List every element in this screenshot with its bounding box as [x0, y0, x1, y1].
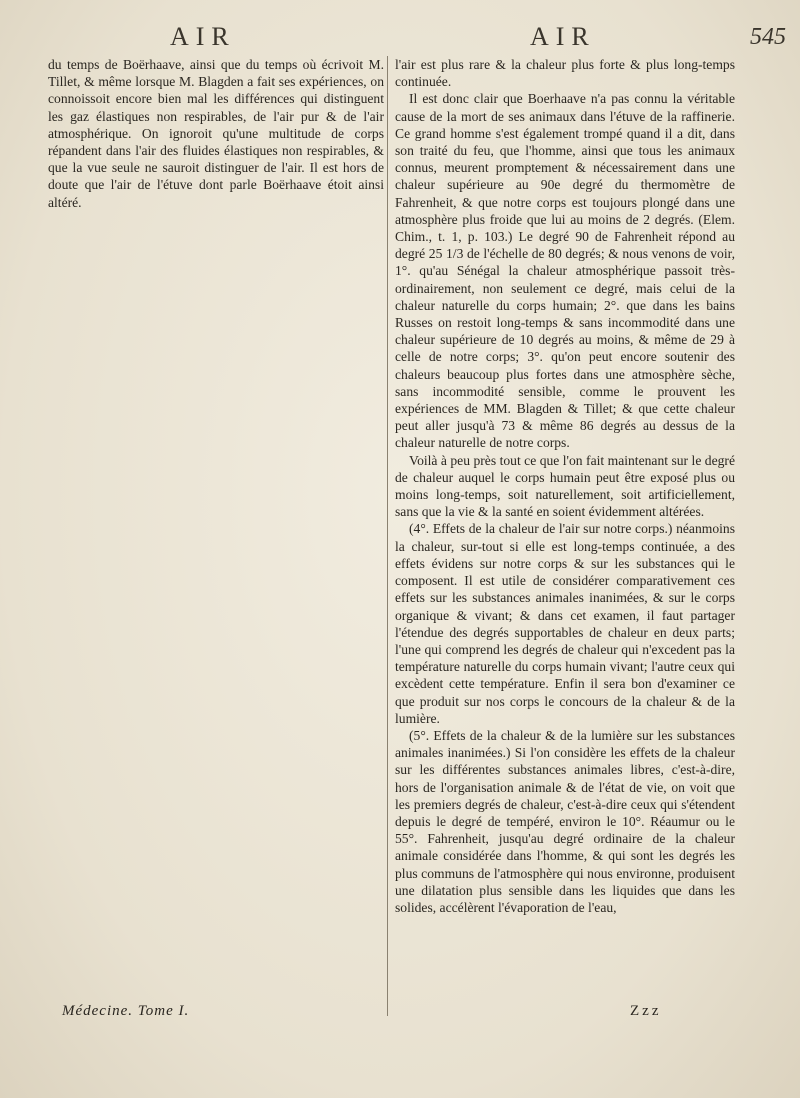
running-head-right: AIR [530, 22, 596, 51]
right-column [395, 56, 735, 916]
signature-mark: Zzz [630, 1003, 662, 1019]
right-paragraph-1: l'air est plus rare & la chaleur plus forte & plus long-temps continuée. [395, 57, 735, 90]
right-paragraph-3: Voilà à peu près tout ce que l'on fait maintenant sur le degré de chaleur auquel le corps humain peut être exposé plus ou moins long-temps, soit naturellement, soit artificiellement, sans que la vie & la santé en soient évidemment altérées. [395, 452, 735, 520]
page-header [0, 22, 800, 56]
volume-line: Médecine. Tome I. [62, 1003, 190, 1019]
right-paragraph-5: (5°. Effets de la chaleur & de la lumière sur les substances animales inanimées.) Si l'on considère les effets de la chaleur sur les différentes substances animales libres, c'est-à-dire, hors de l'organisation animale & de l'état de vie, on voit que les premiers degrés de chaleur, c'est-à-dire ceux qui s'étendent depuis le degré de tempéré, environ le 10°. Réaumur ou le 55°. Fahrenheit, jusqu'au degré ordinaire de la chaleur animale considérée dans l'homme, & qui sont les degrés les plus communs de l'atmosphère qui nous environne, produisent une dilatation plus sensible dans les liquides que dans les solides, accélèrent l'évaporation de l'eau, [395, 727, 735, 915]
right-paragraph-4: (4°. Effets de la chaleur de l'air sur notre corps.) néanmoins la chaleur, sur-tout si elle est long-temps continuée, a des effets évidens sur notre corps & sur les substances qui le composent. Il est utile de considérer comparativement ces effets sur les substances animales inanimées, & sur le corps organique & vivant; & dans cet examen, il faut partager l'étendue des degrés supportables de chaleur en deux parts; l'une qui comprend les degrés de chaleur qui n'excedent pas la température naturelle du corps humain vivant; l'autre ceux qui excèdent cette température. Enfin il sera bon d'examiner ce que produit sur nos corps le concours de la chaleur & de la lumière. [395, 521, 735, 726]
running-head-left: AIR [170, 22, 236, 51]
left-column [48, 56, 384, 211]
left-paragraph-1: du temps de Boërhaave, ainsi que du temps où écrivoit M. Tillet, & même lorsque M. Blagden a fait ses expériences, on connoissoit encore bien mal les différences qui distinguent les gaz élastiques non respirables, de l'air pur & de l'air atmosphérique. On ignoroit qu'une multitude de corps répandent dans l'air des fluides élastiques non respirables, & que la vue seule ne sauroit distinguer de l'air. Il est hors de doute que l'air de l'étuve dont parle Boërhaave étoit ainsi altéré. [48, 57, 384, 210]
page-number: 545 [750, 24, 786, 50]
right-paragraph-2: Il est donc clair que Boerhaave n'a pas connu la véritable cause de la mort de ses animaux dans l'étuve de la raffinerie. Ce grand homme s'est également trompé quand il a dit, dans son traité du feu, que l'homme, ainsi que tous les animaux connus, meurent promptement & nécessairement dans une chaleur supérieure au 90e degré du thermomètre de Fahrenheit, & que notre corps est toujours plongé dans une atmosphère plus froide que lui au moins de 2 degrés. (Elem. Chim., t. 1, p. 103.) Le degré 90 de Fahrenheit répond au degré 25 1/3 de l'échelle de 80 degrés; & nous venons de voir, 1°. qu'au Sénégal la chaleur atmosphérique passoit très-ordinairement, non seulement ce degré, mais celui de la chaleur naturelle du corps humain; 2°. que dans les bains Russes on restoit long-temps & sans incommodité dans une chaleur supérieure de 10 degrés au moins, & même de 29 à celle de notre corps; 3°. qu'on peut encore soutenir des chaleurs beaucoup plus fortes dans une atmosphère sèche, sans incommodité sensible, comme le prouvent les expériences de MM. Blagden & Tillet; & que cette chaleur peut aller jusqu'à 73 & même 86 degrés au dessus de la chaleur naturelle de notre corps. [395, 91, 735, 451]
column-divider [387, 56, 388, 1016]
page-footer [0, 1003, 800, 1027]
